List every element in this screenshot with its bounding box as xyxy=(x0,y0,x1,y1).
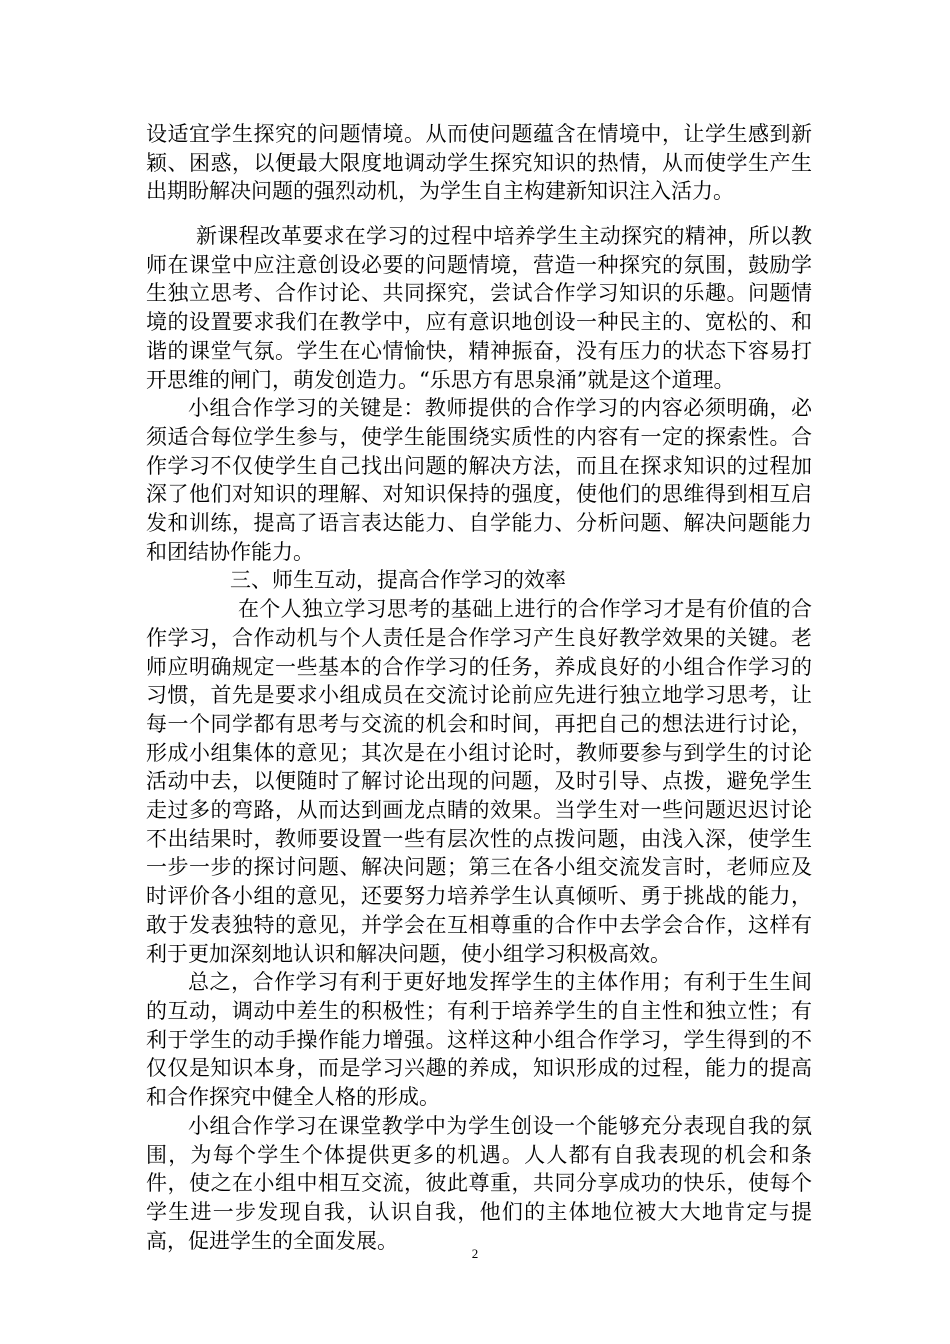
section-heading: 三、师生互动，提高合作学习的效率 xyxy=(230,568,566,593)
paragraph-1: 设适宜学生探究的问题情境。从而使问题蕴含在情境中，让学生感到新颖、困惑，以便最大限度地调动学生探究知识的热情，从而使学生产生出期盼解决问题的强烈动机，为学生自主构建新知识注入活力。 xyxy=(146,122,812,204)
paragraph-6: 小组合作学习在课堂教学中为学生创设一个能够充分表现自我的氛围，为每个学生个体提供更多的机遇。人人都有自我表现的机会和条件，使之在小组中相互交流，彼此尊重，共同分享成功的快乐，使每个学生进一步发现自我，认识自我，他们的主体地位被大大地肯定与提高，促进学生的全面发展。 xyxy=(146,1113,812,1253)
paragraph-2: 新课程改革要求在学习的过程中培养学生主动探究的精神，所以教师在课堂中应注意创设必要的问题情境，营造一种探究的氛围，鼓励学生独立思考、合作讨论、共同探究，尝试合作学习知识的乐趣。问题情境的设置要求我们在教学中，应有意识地创设一种民主的、宽松的、和谐的课堂气氛。学生在心情愉快，精神振奋，没有压力的状态下容易打开思维的闸门，萌发创造力。“乐思方有思泉涌”就是这个道理。 xyxy=(146,224,812,392)
text-block-main xyxy=(146,222,812,1255)
text-block-top xyxy=(146,120,812,206)
paragraph-4: 在个人独立学习思考的基础上进行的合作学习才是有价值的合作学习，合作动机与个人责任是合作学习产生良好教学效果的关键。老师应明确规定一些基本的合作学习的任务，养成良好的小组合作学习的习惯，首先是要求小组成员在交流讨论前应先进行独立地学习思考，让每一个同学都有思考与交流的机会和时间，再把自己的想法进行讨论，形成小组集体的意见；其次是在小组讨论时，教师要参与到学生的讨论活动中去，以便随时了解讨论出现的问题，及时引导、点拨，避免学生走过多的弯路，从而达到画龙点睛的效果。当学生对一些问题迟迟讨论不出结果时，教师要设置一些有层次性的点拨问题，由浅入深，使学生一步一步的探讨问题、解决问题；第三在各小组交流发言时，老师应及时评价各小组的意见，还要努力培养学生认真倾听、勇于挑战的能力，敢于发表独特的意见，并学会在互相尊重的合作中去学会合作，这样有利于更加深刻地认识和解决问题，使小组学习积极高效。 xyxy=(146,597,812,966)
page-number: 2 xyxy=(471,1246,479,1261)
paragraph-3: 小组合作学习的关键是：教师提供的合作学习的内容必须明确，必须适合每位学生参与，使学生能围绕实质性的内容有一定的探索性。合作学习不仅使学生自己找出问题的解决方法，而且在探求知识的过程加深了他们对知识的理解、对知识保持的强度，使他们的思维得到相互启发和训练，提高了语言表达能力、自学能力、分析问题、解决问题能力和团结协作能力。 xyxy=(146,396,812,564)
paragraph-5: 总之，合作学习有利于更好地发挥学生的主体作用；有利于生生间的互动，调动中差生的积极性；有利于培养学生的自主性和独立性；有利于学生的动手操作能力增强。这样这种小组合作学习，学生得到的不仅仅是知识本身，而是学习兴趣的养成，知识形成的过程，能力的提高和合作探究中健全人格的形成。 xyxy=(146,970,812,1110)
